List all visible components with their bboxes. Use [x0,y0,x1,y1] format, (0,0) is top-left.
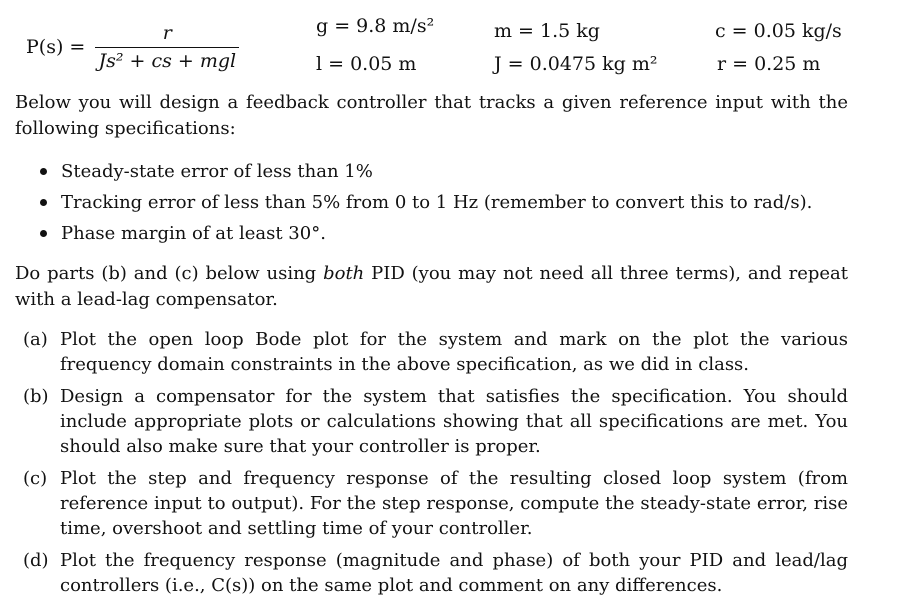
specification-text: Steady-state error of less than 1% [61,161,373,182]
specification-list [40,156,812,249]
system-definition [0,0,898,92]
part-label: (a) [23,329,48,350]
bullet-icon [40,199,47,206]
parts-intro-before: Do parts (b) and (c) below using [15,263,324,284]
param-l: l = 0.05 m [316,53,417,75]
transfer-function-denominator: Js² + cs + mgl [98,50,237,72]
parts-list [23,327,848,605]
param-g: g = 9.8 m/s² [316,15,435,37]
specification-item [40,187,812,218]
part-item [23,466,848,541]
parts-intro-emphasis: both [323,263,365,284]
part-text: Plot the frequency response (magnitude and phase) of both your PID and lead/lag controllers (i.e., C(s)) on the same plot and comment on any differences. [60,550,848,596]
transfer-function-numerator: r [95,22,239,48]
bullet-icon [40,230,47,237]
part-text: Plot the step and frequency response of the resulting closed loop system (from reference input to output). For the step response, compute the steady-state error, rise time, overshoot and settling time of your controller. [60,468,848,539]
part-item [23,327,848,377]
part-text: Plot the open loop Bode plot for the system and mark on the plot the various frequency domain constraints in the above specification, as we did in class. [60,329,848,375]
intro-paragraph: Below you will design a feedback controller that tracks a given reference input with the following specifications: [15,92,848,139]
param-c: c = 0.05 kg/s [715,20,842,42]
parts-intro-after: PID (you may not need all three terms), and repeat with a lead-lag compensator. [15,263,848,310]
transfer-function [26,22,239,72]
part-label: (c) [23,468,48,489]
transfer-function-fraction [95,22,239,72]
specification-text: Tracking error of less than 5% from 0 to 1 Hz (remember to convert this to rad/s). [61,192,813,213]
param-r: r = 0.25 m [717,53,821,75]
part-label: (d) [23,550,49,571]
part-label: (b) [23,386,49,407]
specification-item [40,218,812,249]
part-text: Design a compensator for the system that satisfies the specification. You should include appropriate plots or calculations showing that all specifications are met. You should also make sure that your controller is proper. [60,386,848,457]
specification-text: Phase margin of at least 30°. [61,223,326,244]
param-J: J = 0.0475 kg m² [494,53,658,75]
part-item [23,548,848,598]
parts-intro-paragraph [15,261,848,313]
part-item [23,384,848,459]
specification-item [40,156,812,187]
bullet-icon [40,168,47,175]
transfer-function-lhs: P(s) = [26,36,86,58]
param-m: m = 1.5 kg [494,20,600,42]
